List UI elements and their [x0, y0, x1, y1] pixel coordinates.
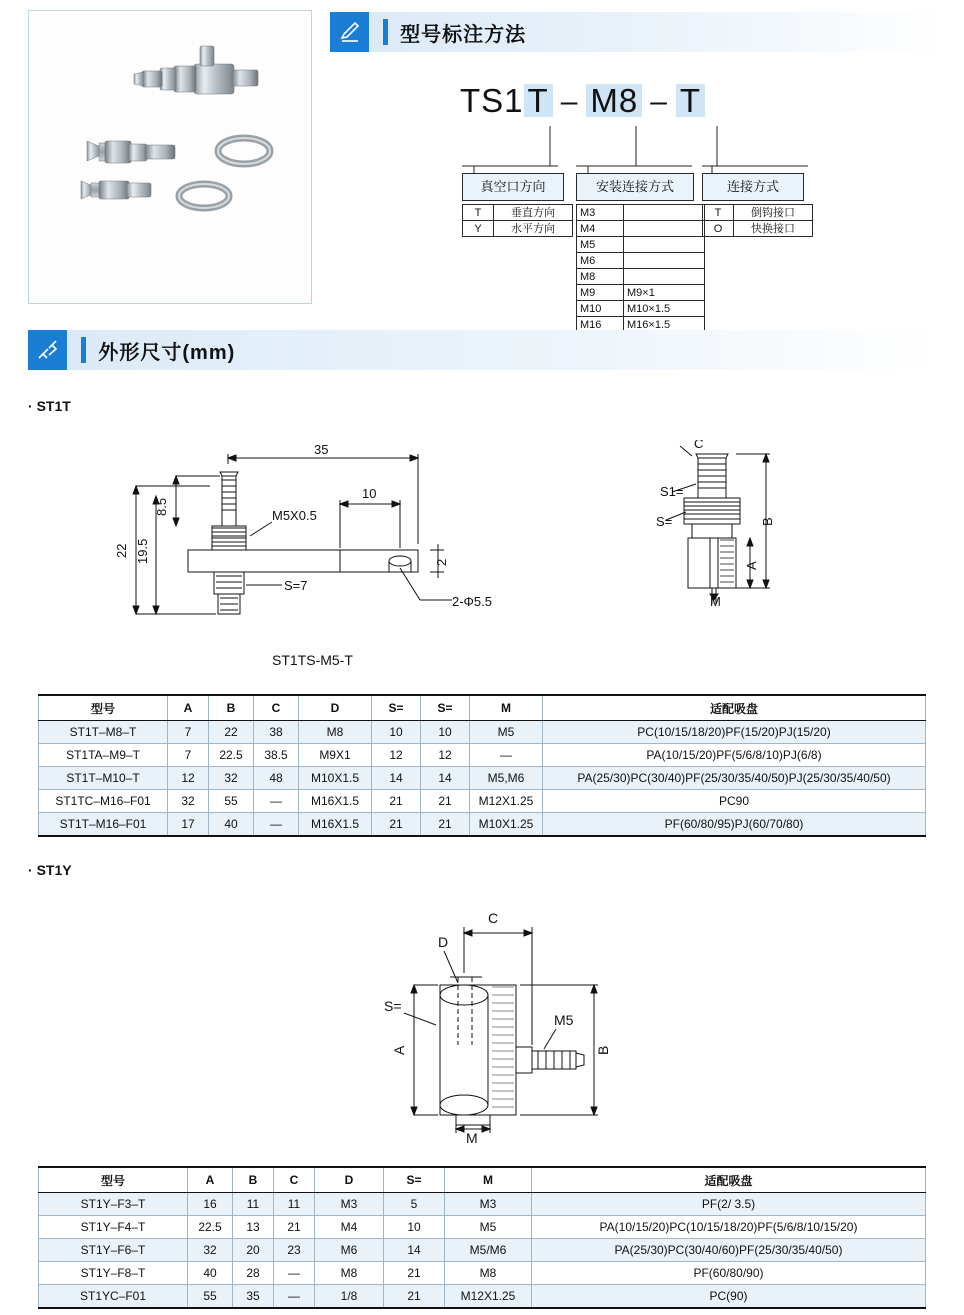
- code-opt-val: 快换接口: [734, 221, 813, 237]
- cell-s2: 14: [421, 767, 470, 790]
- cell-model: ST1T–M8–T: [39, 721, 168, 744]
- cell-model: ST1YC–F01: [39, 1285, 188, 1309]
- dim-m-right: M: [710, 594, 721, 609]
- cell-s1: 21: [372, 790, 421, 813]
- cell-d: M8: [299, 721, 372, 744]
- cell-d: M4: [315, 1216, 384, 1239]
- col-cup: 适配吸盘: [543, 695, 926, 721]
- table-row: [577, 269, 705, 285]
- cell-model: ST1TA–M9–T: [39, 744, 168, 767]
- cell-c: 38: [254, 721, 299, 744]
- cell-cup: PC(10/15/18/20)PF(15/20)PJ(15/20): [543, 721, 926, 744]
- cell-m: M10X1.25: [470, 813, 543, 837]
- table-row: [577, 205, 705, 221]
- code-opt-val: 倒钩接口: [734, 205, 813, 221]
- cell-b: 55: [209, 790, 254, 813]
- col-model: 型号: [39, 1167, 188, 1193]
- cell-c: 23: [274, 1239, 315, 1262]
- cell-s2: 12: [421, 744, 470, 767]
- cell-s2: 21: [421, 813, 470, 837]
- code-opt-val: 水平方向: [494, 221, 573, 237]
- code-opt-val: [624, 253, 705, 269]
- col-a: A: [168, 695, 209, 721]
- code-dash-1: –: [560, 85, 579, 118]
- cell-model: ST1Y–F3–T: [39, 1193, 188, 1216]
- cell-d: M16X1.5: [299, 790, 372, 813]
- dim-35: 35: [314, 442, 329, 457]
- cell-cup: PF(2/ 3.5): [532, 1193, 926, 1216]
- code-opt-val: [624, 237, 705, 253]
- dim-c-right: C: [694, 440, 704, 451]
- dim-s1: S1=: [660, 484, 684, 499]
- cell-s: 21: [384, 1285, 445, 1309]
- cell-m: M3: [445, 1193, 532, 1216]
- st1y-spec-table: [38, 1166, 926, 1309]
- caliper-icon: [28, 330, 67, 370]
- cell-a: 7: [168, 721, 209, 744]
- code-opt-key: T: [703, 205, 734, 221]
- dim-m5: M5: [554, 1012, 574, 1028]
- cell-c: —: [274, 1285, 315, 1309]
- cell-b: 40: [209, 813, 254, 837]
- cell-cup: PC(90): [532, 1285, 926, 1309]
- product-photo: [28, 10, 312, 304]
- code-opt-key: M4: [577, 221, 624, 237]
- cell-b: 22: [209, 721, 254, 744]
- dim-m: M: [466, 1130, 478, 1145]
- dim-c: C: [488, 910, 499, 926]
- table-row: [39, 1216, 926, 1239]
- cell-s: 21: [384, 1262, 445, 1285]
- dim-22: 22: [114, 543, 129, 558]
- col-m: M: [445, 1167, 532, 1193]
- code-part-connection: T: [676, 84, 705, 117]
- cell-d: M9X1: [299, 744, 372, 767]
- cell-m: M8: [445, 1262, 532, 1285]
- cell-model: ST1TC–M16–F01: [39, 790, 168, 813]
- cell-model: ST1T–M16–F01: [39, 813, 168, 837]
- section-accent-bar: [383, 19, 388, 45]
- col-s: S=: [384, 1167, 445, 1193]
- cell-c: 21: [274, 1216, 315, 1239]
- code-part-vacuum-dir: T: [524, 84, 553, 117]
- cell-d: M3: [315, 1193, 384, 1216]
- code-opt-val: M9×1: [624, 285, 705, 301]
- cell-d: M8: [315, 1262, 384, 1285]
- model-code-diagram: [330, 66, 940, 331]
- cell-b: 20: [233, 1239, 274, 1262]
- cell-m: M12X1.25: [445, 1285, 532, 1309]
- dim-b: B: [595, 1045, 611, 1055]
- dim-a: A: [391, 1045, 407, 1055]
- section-header-dimensions: [28, 330, 942, 370]
- dim-s7: S=7: [284, 578, 308, 593]
- subsection-label-st1t: [28, 398, 71, 414]
- col-d: D: [315, 1167, 384, 1193]
- code-opt-key: M10: [577, 301, 624, 317]
- code-part-thread: M8: [586, 84, 642, 117]
- code-group-title-0: 真空口方向: [462, 173, 564, 201]
- section-accent-bar: [81, 337, 86, 363]
- table-row: [39, 1193, 926, 1216]
- subsection-label-st1y: [28, 862, 72, 878]
- dim-b-right: B: [760, 517, 775, 526]
- code-group-table-1: [576, 204, 705, 349]
- col-c: C: [254, 695, 299, 721]
- code-group-table-0: [462, 204, 573, 237]
- subsection-label-text: ST1Y: [36, 862, 72, 878]
- code-opt-key: M3: [577, 205, 624, 221]
- table-row: [39, 767, 926, 790]
- code-opt-key: M9: [577, 285, 624, 301]
- cell-cup: PF(60/80/95)PJ(60/70/80): [543, 813, 926, 837]
- cell-a: 55: [188, 1285, 233, 1309]
- section-header-model-code: [330, 12, 942, 52]
- cell-s: 14: [384, 1239, 445, 1262]
- cell-b: 35: [233, 1285, 274, 1309]
- code-opt-key: M5: [577, 237, 624, 253]
- code-opt-key: Y: [463, 221, 494, 237]
- dim-2phi55: 2-Φ5.5: [452, 594, 493, 609]
- col-m: M: [470, 695, 543, 721]
- col-a: A: [188, 1167, 233, 1193]
- code-opt-key: T: [463, 205, 494, 221]
- section-title: 型号标注方法: [400, 23, 527, 46]
- bullet-icon: ·: [28, 862, 33, 878]
- cell-b: 28: [233, 1262, 274, 1285]
- code-opt-key: M8: [577, 269, 624, 285]
- st1t-drawing-caption: ST1TS-M5-T: [272, 652, 353, 668]
- code-group-title-2: 连接方式: [702, 173, 804, 201]
- table-header-row: [39, 695, 926, 721]
- cell-s: 10: [384, 1216, 445, 1239]
- cell-cup: PA(10/15/20)PC(10/15/18/20)PF(5/6/8/10/15/20): [532, 1216, 926, 1239]
- code-opt-key: M6: [577, 253, 624, 269]
- cell-b: 13: [233, 1216, 274, 1239]
- col-s2: S=: [421, 695, 470, 721]
- cell-cup: PF(60/80/90): [532, 1262, 926, 1285]
- code-opt-val: 垂直方向: [494, 205, 573, 221]
- table-row: [463, 221, 573, 237]
- table-row: [577, 253, 705, 269]
- code-opt-val: [624, 205, 705, 221]
- cell-cup: PC90: [543, 790, 926, 813]
- col-c: C: [274, 1167, 315, 1193]
- code-part-prefix: TS1: [460, 82, 524, 119]
- cell-d: 1/8: [315, 1285, 384, 1309]
- cell-a: 32: [168, 790, 209, 813]
- cell-d: M10X1.5: [299, 767, 372, 790]
- product-photo-image: [29, 11, 309, 301]
- dim-8-5: 8.5: [154, 497, 169, 516]
- cell-m: M5/M6: [445, 1239, 532, 1262]
- table-row: [577, 237, 705, 253]
- cell-m: —: [470, 744, 543, 767]
- table-row: [39, 721, 926, 744]
- cell-m: M12X1.25: [470, 790, 543, 813]
- code-group-title-1: 安装连接方式: [576, 173, 694, 201]
- bullet-icon: ·: [28, 398, 33, 414]
- cell-a: 7: [168, 744, 209, 767]
- cell-s: 5: [384, 1193, 445, 1216]
- table-row: [703, 221, 813, 237]
- cell-s1: 21: [372, 813, 421, 837]
- cell-s1: 12: [372, 744, 421, 767]
- dim-2: 2: [434, 558, 449, 566]
- st1t-drawing: [100, 440, 840, 680]
- cell-c: —: [254, 813, 299, 837]
- cell-cup: PA(25/30)PC(30/40)PF(25/30/35/40/50)PJ(25/30/35/40/50): [543, 767, 926, 790]
- table-row: [39, 744, 926, 767]
- code-opt-val: M10×1.5: [624, 301, 705, 317]
- col-model: 型号: [39, 695, 168, 721]
- cell-s2: 10: [421, 721, 470, 744]
- table-row: [703, 205, 813, 221]
- cell-s1: 14: [372, 767, 421, 790]
- section-title: 外形尺寸(mm): [98, 341, 236, 364]
- col-s1: S=: [372, 695, 421, 721]
- table-row: [577, 285, 705, 301]
- code-opt-val: [624, 221, 705, 237]
- code-opt-val: [624, 269, 705, 285]
- cell-a: 16: [188, 1193, 233, 1216]
- table-row: [577, 301, 705, 317]
- table-row: [39, 1239, 926, 1262]
- cell-c: 11: [274, 1193, 315, 1216]
- col-cup: 适配吸盘: [532, 1167, 926, 1193]
- subsection-label-text: ST1T: [36, 398, 71, 414]
- dim-s-right: S=: [656, 514, 673, 529]
- dim-10: 10: [362, 486, 377, 501]
- cell-a: 32: [188, 1239, 233, 1262]
- cell-c: 48: [254, 767, 299, 790]
- table-row: [39, 790, 926, 813]
- cell-s1: 10: [372, 721, 421, 744]
- cell-model: ST1Y–F8–T: [39, 1262, 188, 1285]
- cell-m: M5: [470, 721, 543, 744]
- cell-a: 12: [168, 767, 209, 790]
- cell-cup: PA(25/30)PC(30/40/60)PF(25/30/35/40/50): [532, 1239, 926, 1262]
- dim-s: S=: [384, 998, 402, 1014]
- cell-s2: 21: [421, 790, 470, 813]
- cell-a: 40: [188, 1262, 233, 1285]
- cell-m: M5: [445, 1216, 532, 1239]
- cell-a: 17: [168, 813, 209, 837]
- col-d: D: [299, 695, 372, 721]
- st1t-spec-table: [38, 694, 926, 837]
- cell-b: 11: [233, 1193, 274, 1216]
- table-row: [463, 205, 573, 221]
- cell-m: M5,M6: [470, 767, 543, 790]
- cell-d: M16X1.5: [299, 813, 372, 837]
- table-row: [39, 813, 926, 837]
- dim-19-5: 19.5: [135, 538, 150, 564]
- col-b: B: [209, 695, 254, 721]
- table-row: [39, 1262, 926, 1285]
- table-row: [39, 1285, 926, 1309]
- code-opt-key: O: [703, 221, 734, 237]
- code-dash-2: –: [650, 85, 668, 118]
- cell-a: 22.5: [188, 1216, 233, 1239]
- cell-c: —: [274, 1262, 315, 1285]
- cell-c: —: [254, 790, 299, 813]
- cell-d: M6: [315, 1239, 384, 1262]
- dim-m5x05: M5X0.5: [272, 508, 317, 523]
- cell-c: 38.5: [254, 744, 299, 767]
- st1y-drawing: [380, 905, 640, 1145]
- cell-model: ST1T–M10–T: [39, 767, 168, 790]
- cell-model: ST1Y–F6–T: [39, 1239, 188, 1262]
- cell-cup: PA(10/15/20)PF(5/6/8/10)PJ(6/8): [543, 744, 926, 767]
- pencil-icon: [330, 12, 369, 52]
- table-header-row: [39, 1167, 926, 1193]
- code-opt-key: M16: [577, 317, 624, 333]
- cell-model: ST1Y–F4–T: [39, 1216, 188, 1239]
- cell-b: 22.5: [209, 744, 254, 767]
- dim-d: D: [438, 934, 449, 950]
- table-row: [577, 221, 705, 237]
- cell-b: 32: [209, 767, 254, 790]
- col-b: B: [233, 1167, 274, 1193]
- code-opt-val: M16×1.5: [624, 317, 705, 333]
- dim-a-right: A: [744, 561, 759, 570]
- code-group-table-2: [702, 204, 813, 237]
